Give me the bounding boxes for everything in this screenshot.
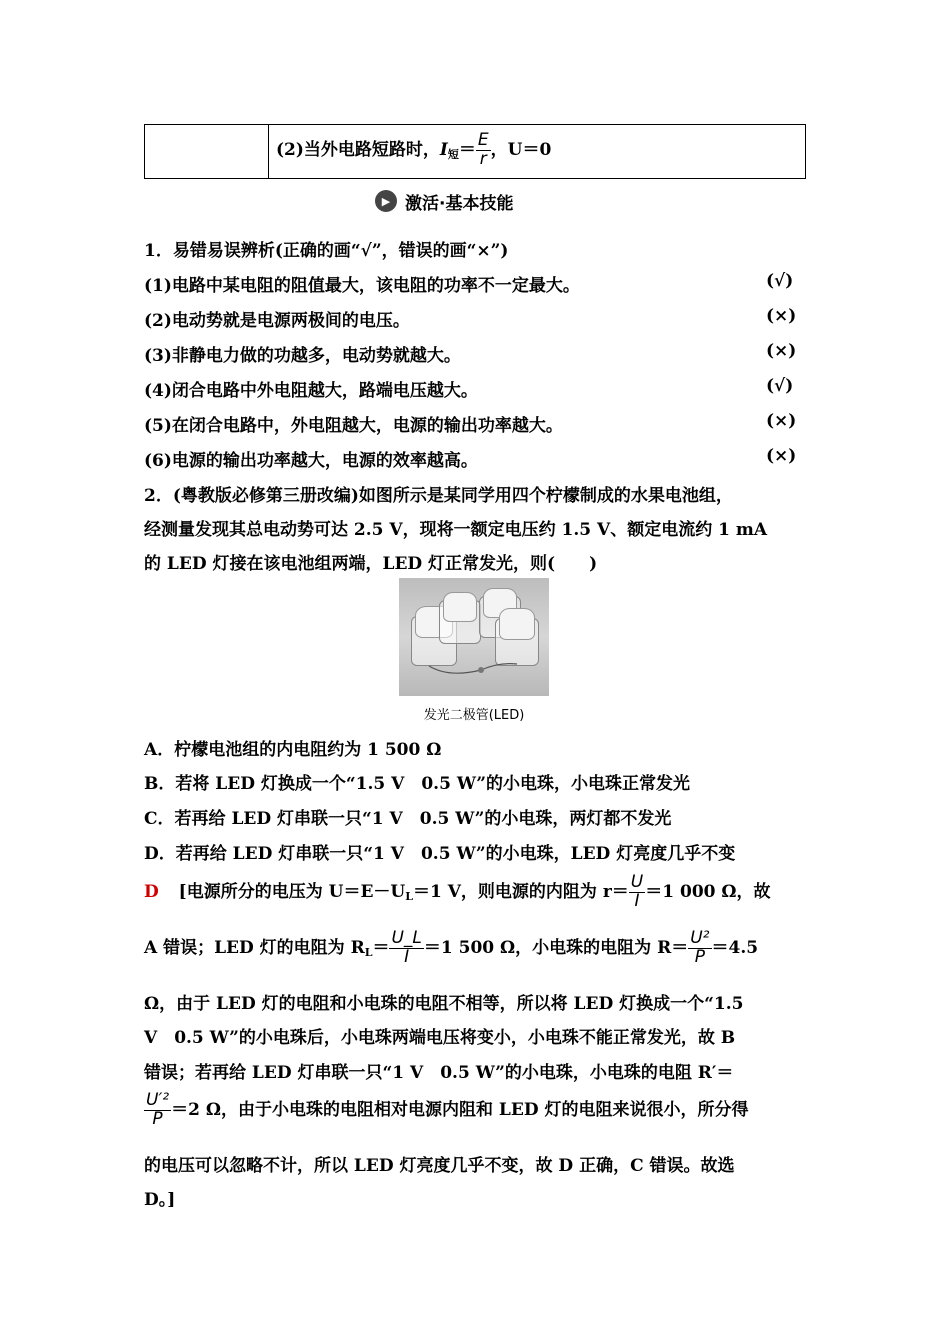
answer-line-4: V 0.5 W”的小电珠后，小电珠两端电压将变小，小电珠不能正常发光，故 B: [144, 1028, 736, 1048]
q1-mark-4: (√): [766, 376, 794, 396]
answer-line-2: [144, 930, 758, 967]
lemon-battery-photo: [399, 578, 549, 696]
ans-l2c: ＝1 500 Ω，小电珠的电阻为 R＝: [423, 937, 689, 958]
answer-line-1: [144, 874, 771, 911]
answer-line-8: D。]: [144, 1190, 176, 1210]
q2-line-1: 2．(粤教版必修第三册改编)如图所示是某同学用四个柠檬制成的水果电池组，: [144, 486, 733, 506]
q1-mark-5: (×): [766, 411, 797, 431]
frac-num: U′²: [146, 1090, 170, 1110]
answer-line-3: Ω，由于 LED 灯的电阻和小电珠的电阻不相等，所以将 LED 灯换成一个“1.5: [144, 994, 744, 1014]
option-d: D．若再给 LED 灯串联一只“1 V 0.5 W”的小电珠，LED 灯亮度几乎不变: [144, 844, 736, 864]
q1-item-4: (4)闭合电路中外电阻越大，路端电压越大。: [144, 381, 478, 401]
eq: ＝: [458, 139, 476, 160]
ans-l1c: ＝1 000 Ω，故: [645, 881, 771, 902]
q2-line-3: 的 LED 灯接在该电池组两端，LED 灯正常发光，则( ): [144, 554, 598, 574]
ans-l2a: A 错误；LED 灯的电阻为 R: [144, 937, 365, 958]
q1-mark-1: (√): [766, 271, 794, 291]
answer-line-7: 的电压可以忽略不计，所以 LED 灯亮度几乎不变，故 D 正确，C 错误。故选: [144, 1156, 735, 1176]
q1-title: 1．易错易误辨析(正确的画“√”，错误的画“×”): [144, 241, 509, 261]
fraction-U'2-P: [144, 1092, 171, 1129]
section-header: [375, 189, 513, 213]
frac-den: P: [694, 946, 705, 967]
q1-item-1: (1)电路中某电阻的阻值最大，该电阻的功率不一定最大。: [144, 276, 580, 296]
q1-mark-3: (×): [766, 341, 797, 361]
ans-l2b: ＝: [372, 937, 390, 958]
sub-duan: 短: [447, 147, 459, 161]
led-wire: [399, 578, 549, 696]
option-b: B．若将 LED 灯换成一个“1.5 V 0.5 W”的小电珠，小电珠正常发光: [144, 774, 690, 794]
ans-l2-sub: L: [364, 945, 373, 959]
ans-l1-sub: L: [405, 889, 413, 903]
table-divider: [268, 125, 269, 178]
cell-tail: ，U＝0: [490, 139, 552, 160]
frac-num: E: [477, 130, 489, 150]
option-c: C．若再给 LED 灯串联一只“1 V 0.5 W”的小电珠，两灯都不发光: [144, 809, 672, 829]
fraction-U2-P: [688, 930, 711, 967]
ans-l1a: [电源所分的电压为 U＝E－U: [178, 881, 406, 902]
frac-den: P: [152, 1108, 163, 1129]
option-a: A．柠檬电池组的内电阻约为 1 500 Ω: [144, 740, 442, 760]
frac-den: I: [404, 946, 410, 967]
q1-mark-2: (×): [766, 306, 797, 326]
play-circle-icon: ▶: [375, 190, 397, 212]
fraction-E-r: [476, 132, 491, 169]
q1-item-6: (6)电源的输出功率越大，电源的效率越高。: [144, 451, 478, 471]
q1-item-3: (3)非静电力做的功越多，电动势就越大。: [144, 346, 461, 366]
frac-den: r: [479, 148, 487, 169]
frac-den: I: [634, 890, 640, 911]
var-I: I: [439, 139, 448, 160]
fraction-UL-I: [389, 930, 423, 967]
fraction-U-I: [629, 874, 645, 911]
section-title: 激活·基本技能: [405, 193, 514, 214]
q1-mark-6: (×): [766, 446, 797, 466]
ans-l6: ＝2 Ω，由于小电珠的电阻相对电源内阻和 LED 灯的电阻来说很小，所分得: [171, 1099, 749, 1120]
q1-item-2: (2)电动势就是电源两极间的电压。: [144, 311, 410, 331]
q1-item-5: (5)在闭合电路中，外电阻越大，电源的输出功率越大。: [144, 416, 563, 436]
table-cell-short-circuit: [276, 132, 551, 169]
frac-num: U²: [690, 928, 710, 948]
frac-num: U: [630, 872, 644, 892]
answer-line-6: [144, 1092, 749, 1129]
ans-l1b: ＝1 V，则电源的内阻为 r＝: [412, 881, 629, 902]
answer-line-5: 错误；若再给 LED 灯串联一只“1 V 0.5 W”的小电珠，小电珠的电阻 R′＝: [144, 1063, 734, 1083]
answer-letter: D: [144, 881, 159, 902]
photo-caption: 发光二极管(LED): [423, 708, 525, 723]
ans-l2d: ＝4.5: [711, 937, 759, 958]
cell-prefix: (2)当外电路短路时，: [276, 139, 440, 160]
q2-line-2: 经测量发现其总电动势可达 2.5 V，现将一额定电压约 1.5 V、额定电流约 1 mA: [144, 520, 768, 540]
frac-num: U_L: [391, 928, 422, 948]
